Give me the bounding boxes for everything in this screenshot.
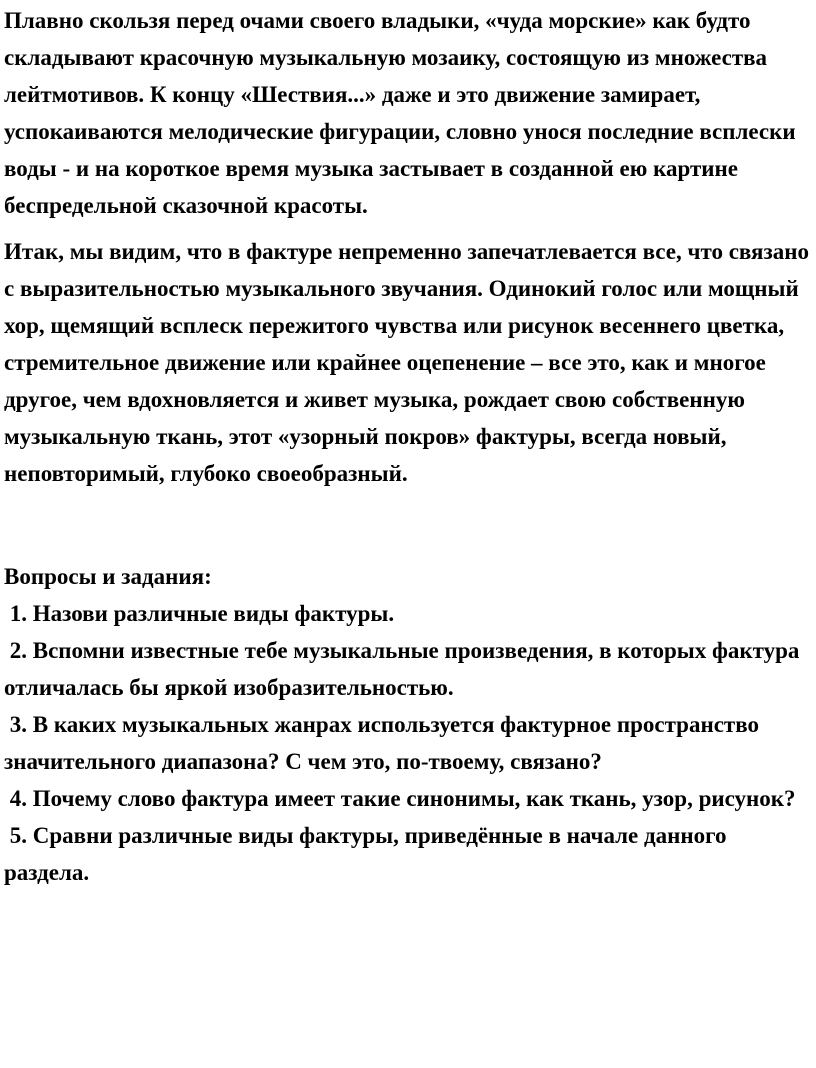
- question-item: [4, 632, 812, 706]
- section-spacer: [4, 492, 812, 558]
- questions-heading: Вопросы и задания:: [4, 564, 212, 589]
- question-number: 2.: [9, 638, 33, 663]
- question-text: Вспомни известные тебе музыкальные произведения, в которых фактура отличалась бы яркой изобразительностью.: [4, 638, 800, 700]
- question-text: Почему слово фактура имеет такие синонимы, как ткань, узор, рисунок?: [32, 786, 796, 811]
- question-number: 5.: [9, 823, 33, 848]
- question-number: 4.: [9, 786, 33, 811]
- question-item: [4, 817, 812, 891]
- question-item: [4, 595, 812, 632]
- body-paragraph-1: Плавно скользя перед очами своего владыки, «чуда морские» как будто складывают красочную музыкальную мозаику, состоящую из множества лейтмотивов. К концу «Шествия...» даже и это движение замирает, успокаиваются мелодические фигурации, словно унося последние всплески воды - и на короткое время музыка застывает в созданной ею картине беспредельной сказочной красоты.: [4, 8, 796, 218]
- question-text: В каких музыкальных жанрах используется фактурное пространство значительного диапазона? С чем это, по-твоему, связано?: [4, 712, 759, 774]
- question-text: Назови различные виды фактуры.: [32, 601, 395, 626]
- question-item: [4, 780, 812, 817]
- question-number: 1.: [9, 601, 33, 626]
- question-number: 3.: [9, 712, 33, 737]
- question-text: Сравни различные виды фактуры, приведённые в начале данного раздела.: [4, 823, 727, 885]
- body-paragraph-2: Итак, мы видим, что в фактуре непременно запечатлевается все, что связано с выразительностью музыкального звучания. Одинокий голос или мощный хор, щемящий всплеск пережитого чувства или рисунок весеннего цветка, стремительное движение или крайнее оцепенение – все это, как и многое другое, чем вдохновляется и живет музыка, рождает свою собственную музыкальную ткань, этот «узорный покров» фактуры, всегда новый, неповторимый, глубоко своеобразный.: [4, 239, 809, 486]
- question-item: [4, 706, 812, 780]
